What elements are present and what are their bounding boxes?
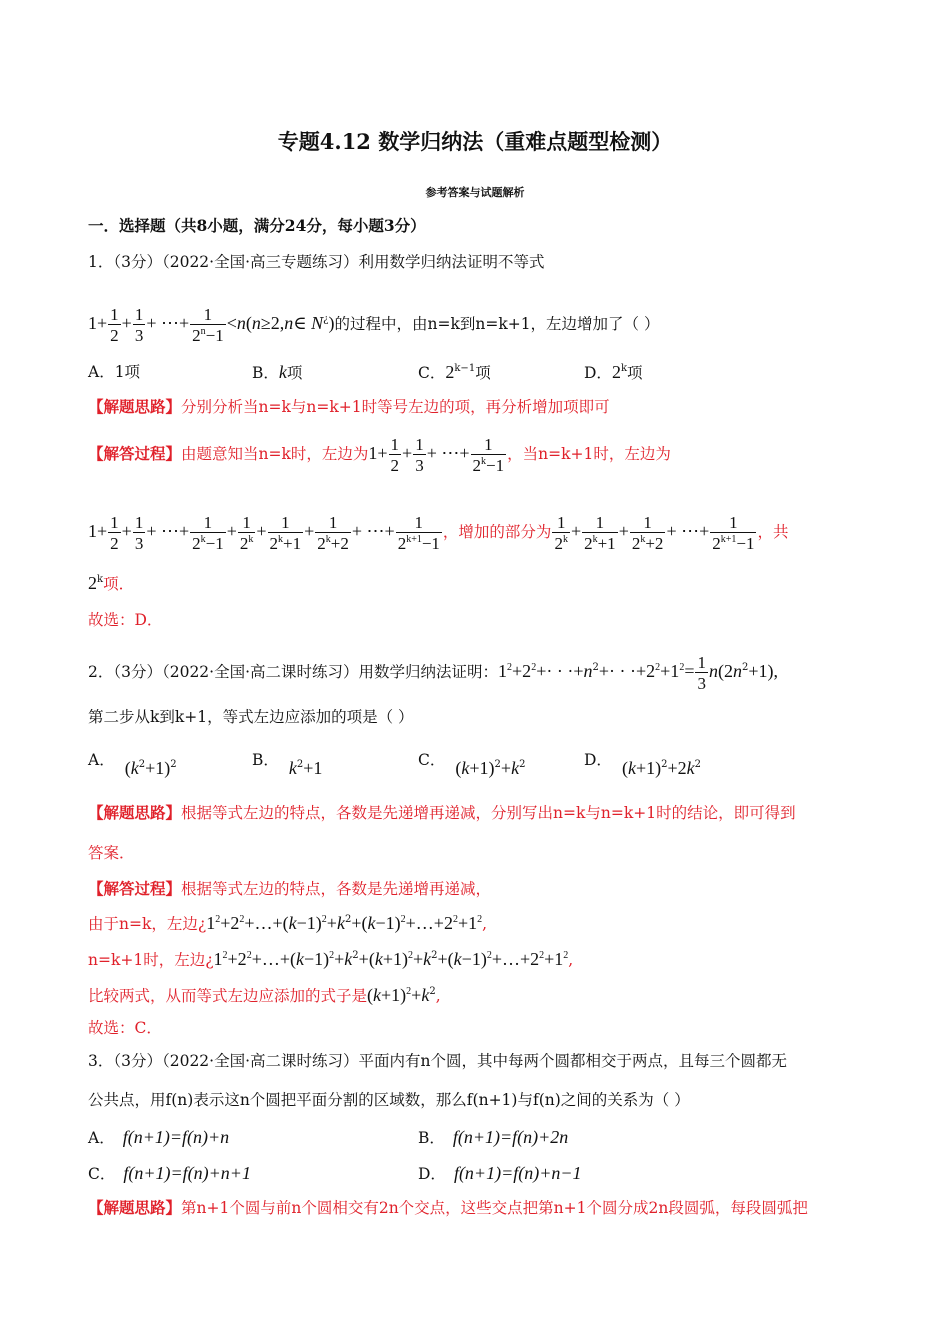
q3-option-a: A． f(n+1)=f(n)+n — [88, 1127, 230, 1147]
q2-process-line2: 由于n=k，左边¿$1^2+2^2+\dots+(k-1)^2+k^2+(k-1)^2+\dots+2^2+1^2$, — [88, 913, 488, 933]
q2-option-d: D． $(k+1)^2+2k^2$ — [584, 751, 701, 778]
q3-stem: 3．（3分）（2022·全国·高二课时练习）平面内有n个圆，其中每两个圆都相交于两点，且每三个圆都无 — [88, 1052, 788, 1070]
page-subtitle: 参考答案与试题解析 — [425, 186, 525, 199]
q2-process-line1: 【解答过程】根据等式左边的特点，各数是先递增再递减， — [88, 879, 492, 898]
q1-option-a: A．1项 — [88, 363, 141, 381]
q2-option-c: C． $(k+1)^2+k^2$ — [418, 751, 526, 778]
q3-option-d: D． f(n+1)=f(n)+n−1 — [418, 1163, 582, 1183]
q1-inequality-line: 1+ $\frac{1}{2}$ + $\frac{1}{3}$ + ⋯+ $\frac{1}{2^n-1}$ <n(n≥2,n∈ N¿)的过程中，由n=k到n=k+1，左边增加了（ ） — [88, 304, 660, 345]
q3-hint: 【解题思路】第n+1个圆与前n个圆相交有2n个交点，这些交点把第n+1个圆分成2n段圆弧，每段圆弧把 — [88, 1198, 808, 1217]
q3-option-b: B． f(n+1)=f(n)+2n — [418, 1127, 569, 1147]
q1-option-c: C．$2^{k-1}$项 — [418, 362, 491, 382]
q2-option-a: A． $(k^2+1)^2$ — [88, 751, 177, 778]
q1-option-d: D．2$^k$项 — [584, 362, 643, 382]
q1-stem: 1．（3分）（2022·全国·高三专题练习）利用数学归纳法证明不等式 — [88, 253, 545, 271]
q1-process-line1: 【解答过程】由题意知当n=k时，左边为1+ $\frac{1}{2}$ + $\frac{1}{3}$ + ⋯+ $\frac{1}{2^k-1}$ ，当n=k+1时，左边为 — [88, 434, 671, 475]
q1-answer: 故选：D． — [88, 611, 163, 629]
q2-stem: 2．（3分）（2022·全国·高二课时练习）用数学归纳法证明：$1^2+2^2+\cdot \cdot \cdot+n^2+\cdot \cdot \cdot+2^2+1^2=$ $\frac{1}{3}$ $n(2n^2+1)$, — [88, 652, 778, 693]
q2-line2: 第二步从k到k+1，等式左边应添加的项是（ ） — [88, 708, 414, 726]
q2-process-line4: 比较两式，从而等式左边应添加的式子是$(k+1)^2+k^2$, — [88, 985, 441, 1005]
q2-hint: 【解题思路】根据等式左边的特点，各数是先递增再递减，分别写出n=k与n=k+1时的结论，即可得到 — [88, 803, 796, 822]
q1-stem-tail: 的过程中，由n=k到n=k+1，左边增加了（ ） — [334, 315, 660, 333]
q2-answer: 故选：C． — [88, 1019, 162, 1037]
q2-hint-cont: 答案． — [88, 844, 135, 862]
page-title: 专题4.12 数学归纳法（重难点题型检测） — [277, 129, 673, 154]
q3-line2: 公共点，用f(n)表示这n个圆把平面分割的区域数，那么f(n+1)与f(n)之间的关系为（ ） — [88, 1091, 690, 1109]
q3-option-c: C． f(n+1)=f(n)+n+1 — [88, 1163, 251, 1183]
q1-process-line2: 1+ $\frac{1}{2}$ + $\frac{1}{3}$ + ⋯+ $\frac{1}{2^k-1}$ + $\frac{1}{2^k}$ + $\frac{1}{2^k+1}$ + $\frac{1}{2^k+2}$ + ⋯+ $\frac{1}{2^{k+1}-1}$ ，增加的部分为 $\frac{1}{2^k}$ + $\frac{1}{2^k+1}$ + $\frac{1}{2^k+2}$ + ⋯+ $\frac{1}{2^{k+1}-1}$ ，共 — [88, 512, 789, 553]
q1-option-b: B．k项 — [252, 362, 303, 382]
q1-hint: 【解题思路】分别分析当n=k与n=k+1时等号左边的项，再分析增加项即可 — [88, 397, 610, 416]
q1-process-line3: 2$^k$项． — [88, 573, 135, 593]
q2-process-line3: n=k+1时，左边¿$1^2+2^2+\dots+(k-1)^2+k^2+(k+1)^2+k^2+(k-1)^2+\dots+2^2+1^2$, — [88, 949, 574, 969]
section-heading: 一．选择题（共8小题，满分24分，每小题3分） — [88, 216, 426, 235]
q2-option-b: B． $k^2+1$ — [252, 751, 323, 778]
